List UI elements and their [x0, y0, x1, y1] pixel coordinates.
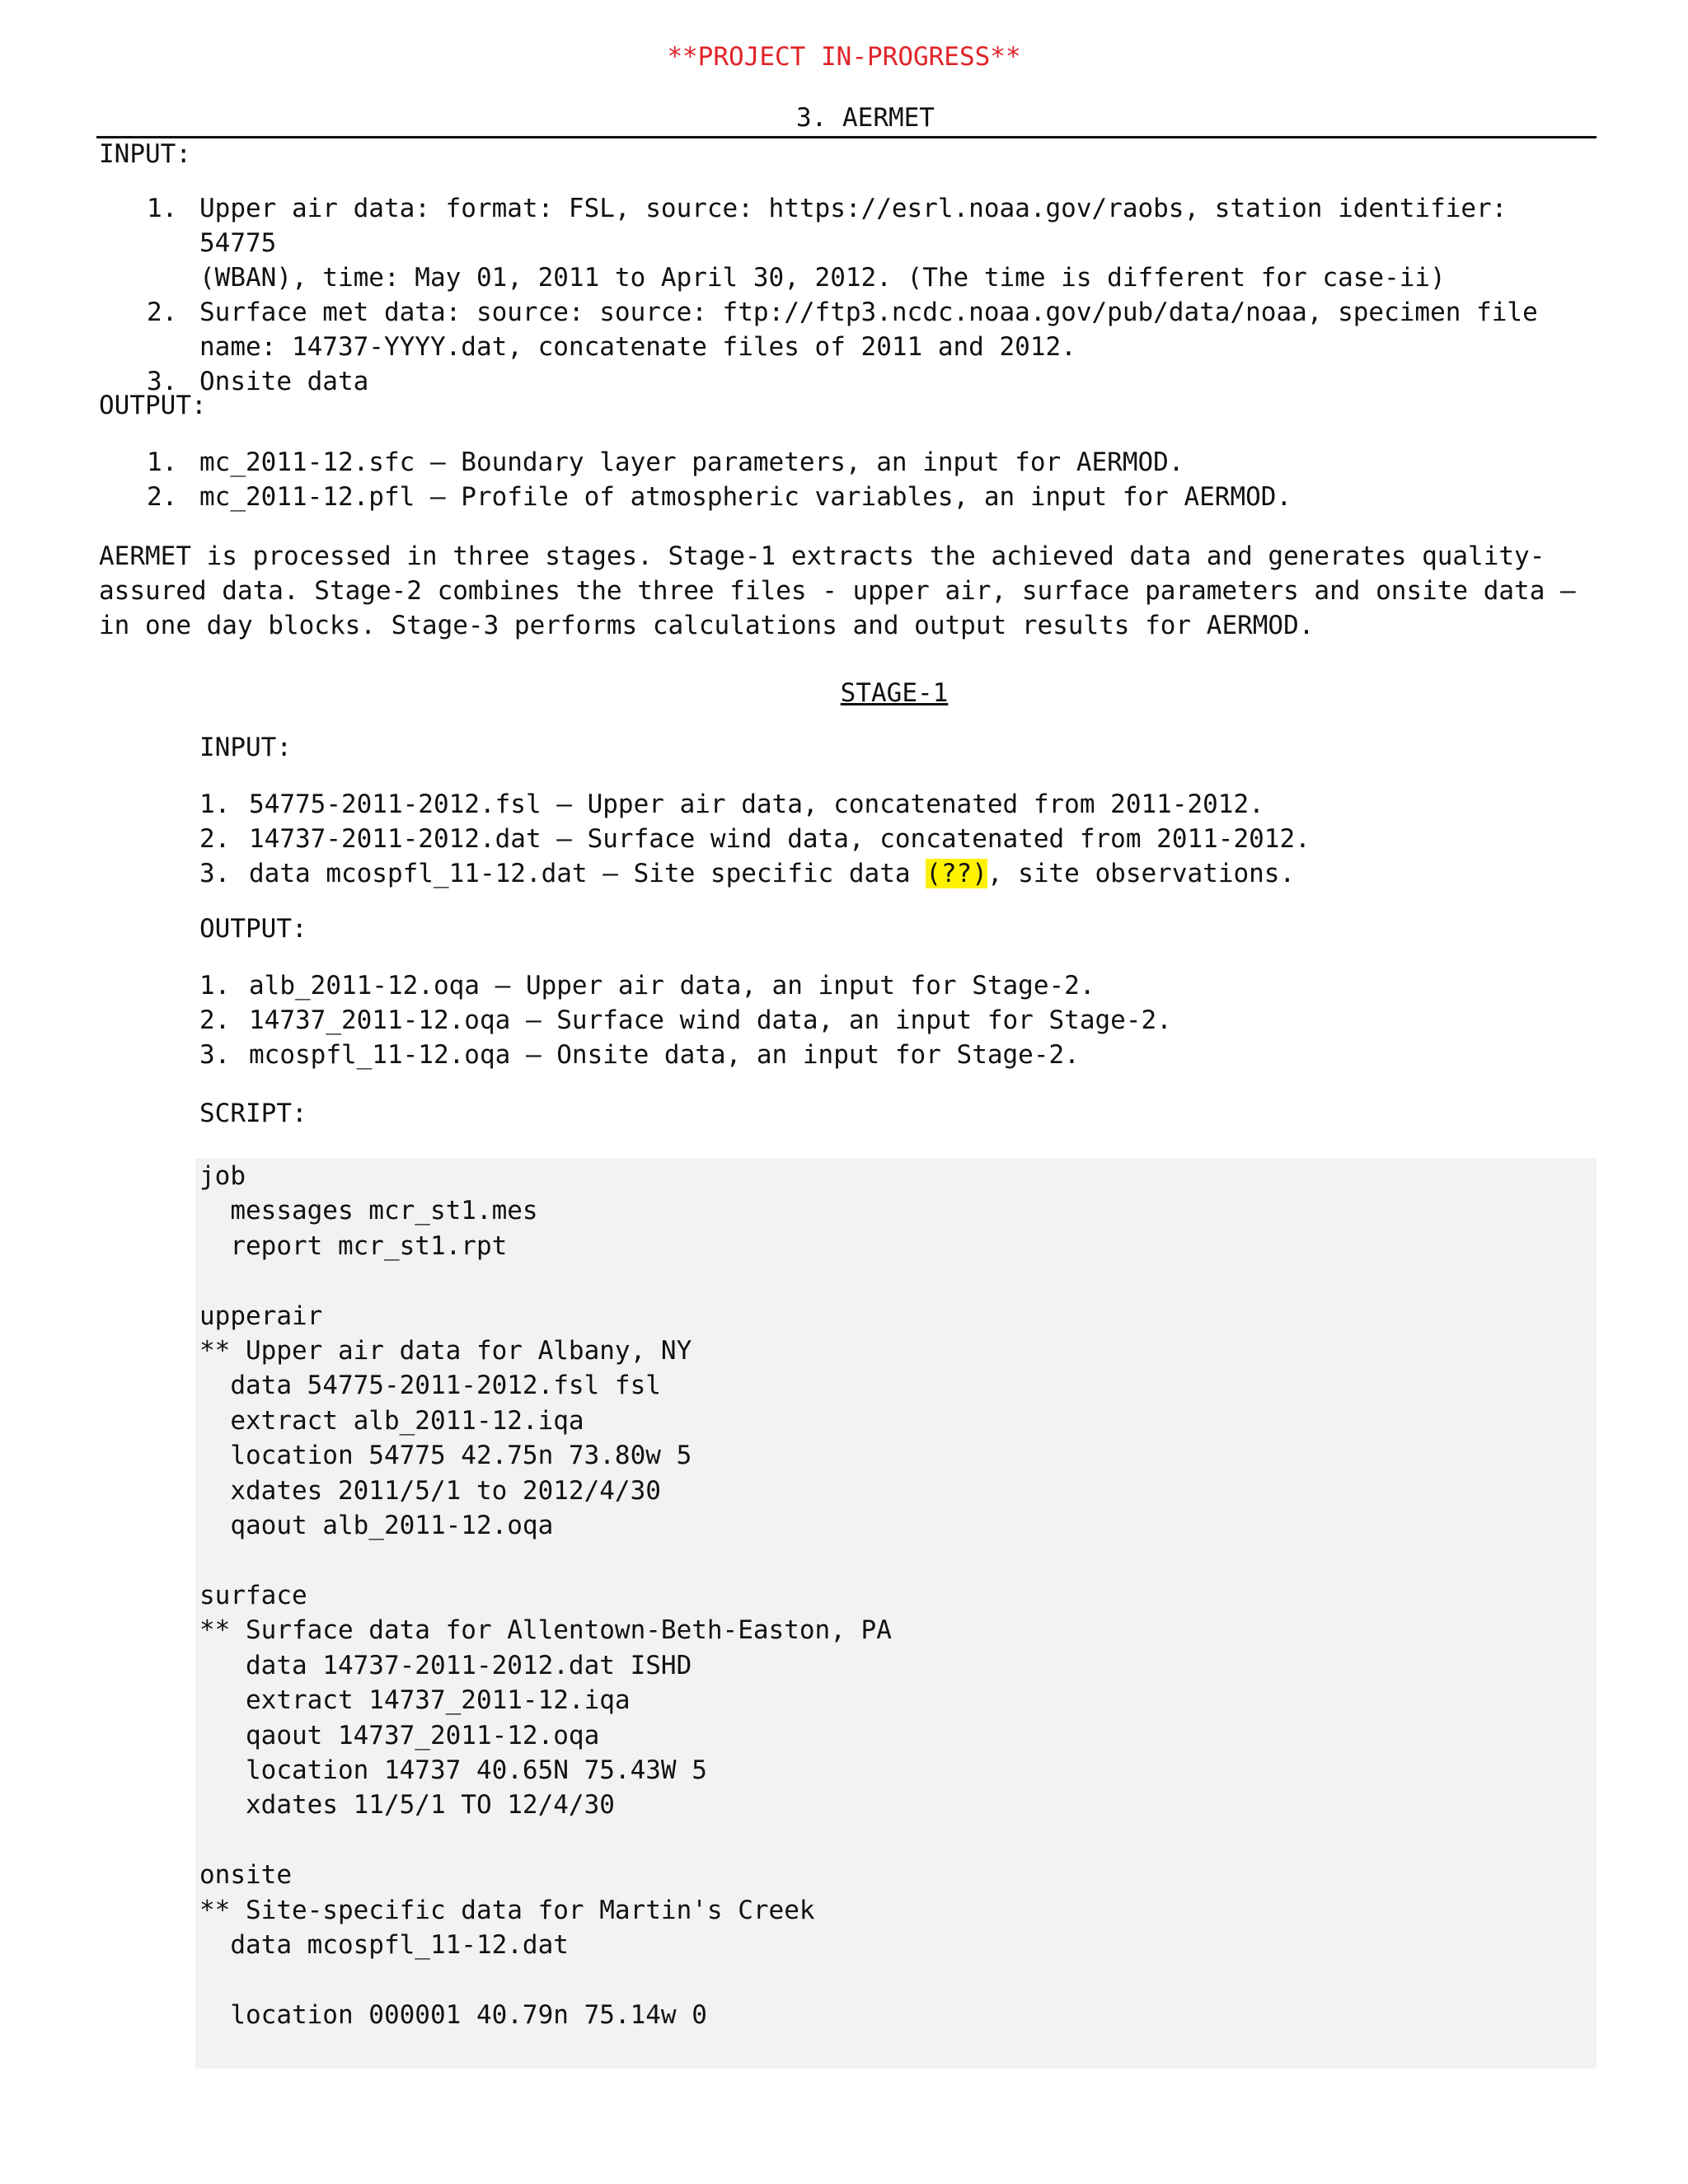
list-item	[199, 856, 1601, 891]
script-code: job messages mcr_st1.mes report mcr_st1.rpt upperair ** Upper air data for Albany, NY data 54775-2011-2012.fsl fsl extract alb_2011-12.iqa location 54775 42.75n 73.80w 5 xdates 2011/5/1 to 2012/4/30 qaout alb_2011-12.oqa surface ** Surface data for Allentown-Beth-Easton, PA data 14737-2011-2012.dat ISHD extract 14737_2011-12.iqa qaout 14737_2011-12.oqa location 14737 40.65N 75.43W 5 xdates 11/5/1 TO 12/4/30 onsite ** Site-specific data for Martin's Creek data mcospfl_11-12.dat location 000001 40.79n 75.14w 0	[199, 1161, 892, 2030]
list-item-line: Upper air data: format: FSL, source: https://esrl.noaa.gov/raobs, station identifier: 54775	[199, 194, 1507, 258]
list-item	[199, 1038, 1601, 1072]
list-item-text: 14737-2011-2012.dat – Surface wind data, concatenated from 2011-2012.	[249, 824, 1311, 854]
list-number: 2.	[147, 482, 178, 512]
list-item	[99, 445, 1599, 480]
list-item	[99, 191, 1599, 295]
input-list	[99, 191, 1599, 399]
list-number: 1.	[147, 448, 178, 477]
list-item-line: Surface met data: source: source: ftp://ftp3.ncdc.noaa.gov/pub/data/noaa, specimen file	[199, 298, 1538, 327]
question-highlight: (??)	[926, 859, 987, 888]
output-label: OUTPUT:	[99, 391, 207, 420]
list-item	[99, 364, 1599, 399]
list-item	[99, 480, 1599, 514]
list-item	[199, 968, 1601, 1003]
list-number: 3.	[147, 367, 178, 396]
list-item	[199, 787, 1601, 822]
list-number: 2.	[199, 1005, 231, 1035]
paragraph-line: assured data. Stage-2 combines the three files - upper air, surface parameters and onsite data –	[99, 576, 1576, 606]
list-number: 3.	[199, 859, 231, 888]
list-item-text: data mcospfl_11-12.dat – Site specific data	[249, 859, 926, 888]
list-item-text: 54775-2011-2012.fsl – Upper air data, concatenated from 2011-2012.	[249, 790, 1264, 819]
list-item	[199, 1003, 1601, 1038]
list-item-text: mcospfl_11-12.oqa – Onsite data, an input for Stage-2.	[249, 1040, 1080, 1070]
script-label: SCRIPT:	[199, 1099, 307, 1128]
stage-title: STAGE-1	[840, 678, 949, 708]
list-item-line: Onsite data	[199, 367, 369, 396]
list-item-text: mc_2011-12.pfl – Profile of atmospheric variables, an input for AERMOD.	[199, 482, 1292, 512]
heading-divider	[96, 136, 1597, 138]
list-number: 3.	[199, 1040, 231, 1070]
aermet-description	[99, 539, 1599, 643]
list-item	[199, 822, 1601, 856]
stage-output-list	[199, 968, 1601, 1072]
list-item	[99, 295, 1599, 364]
input-label: INPUT:	[99, 139, 191, 169]
list-item-text: 14737_2011-12.oqa – Surface wind data, an input for Stage-2.	[249, 1005, 1172, 1035]
list-number: 1.	[199, 971, 231, 1001]
list-item-text: mc_2011-12.sfc – Boundary layer parameters, an input for AERMOD.	[199, 448, 1184, 477]
paragraph-line: in one day blocks. Stage-3 performs calculations and output results for AERMOD.	[99, 611, 1315, 640]
list-number: 2.	[147, 298, 178, 327]
stage-output-label: OUTPUT:	[199, 914, 307, 944]
section-heading: 3. AERMET	[796, 103, 935, 133]
output-list	[99, 445, 1599, 514]
list-item-line: name: 14737-YYYY.dat, concatenate files of 2011 and 2012.	[199, 332, 1076, 362]
project-status-banner: **PROJECT IN-PROGRESS**	[667, 42, 1021, 72]
list-number: 2.	[199, 824, 231, 854]
list-number: 1.	[147, 194, 178, 223]
script-code-block	[195, 1159, 1597, 2069]
list-number: 1.	[199, 790, 231, 819]
paragraph-line: AERMET is processed in three stages. Stage-1 extracts the achieved data and generates quality-	[99, 541, 1545, 571]
stage-input-label: INPUT:	[199, 733, 292, 762]
stage-input-list	[199, 787, 1601, 891]
list-item-text: alb_2011-12.oqa – Upper air data, an input for Stage-2.	[249, 971, 1095, 1001]
list-item-line: (WBAN), time: May 01, 2011 to April 30, 2012. (The time is different for case-ii)	[199, 263, 1446, 293]
list-item-text: , site observations.	[987, 859, 1296, 888]
